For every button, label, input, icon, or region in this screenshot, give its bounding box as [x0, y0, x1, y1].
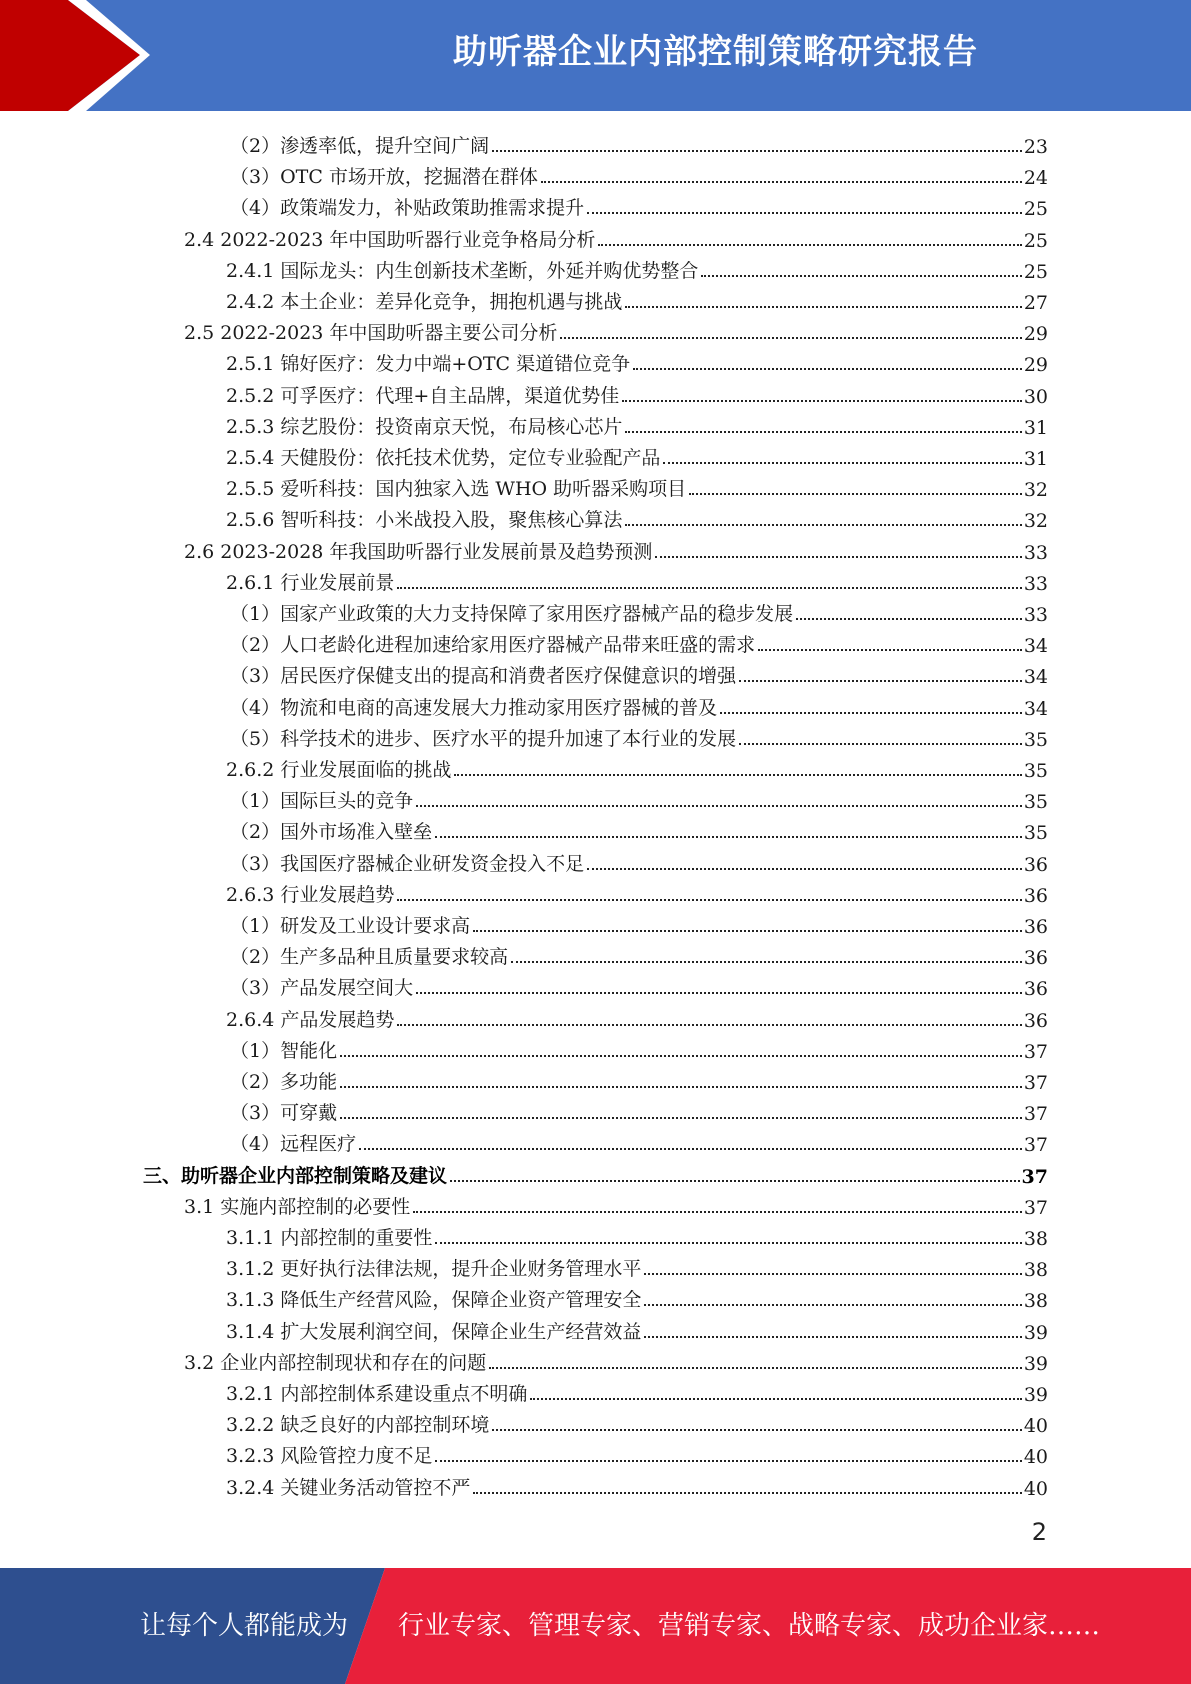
- footer-slogan-left: 让每个人都能成为: [140, 1611, 349, 1641]
- page-footer: [0, 1568, 1191, 1684]
- footer-slogan-right: 行业专家、管理专家、营销专家、战略专家、成功企业家……: [398, 1611, 1101, 1641]
- toc-entry-page: 39: [1023, 1321, 1048, 1344]
- toc-dot-leader: [739, 742, 1022, 745]
- toc-entry-title: 2.5.2 可孚医疗：代理+自主品牌，渠道优势佳: [226, 384, 620, 407]
- toc-dot-leader: [530, 1397, 1021, 1400]
- toc-entry-page: 35: [1023, 791, 1048, 814]
- toc-entry-page: 33: [1023, 541, 1048, 564]
- toc-entry[interactable]: [230, 845, 1048, 876]
- toc-entry-page: 40: [1023, 1446, 1048, 1469]
- toc-entry[interactable]: [184, 533, 1048, 564]
- toc-entry[interactable]: [143, 1157, 1048, 1188]
- toc-entry-page: 32: [1023, 510, 1048, 533]
- toc-dot-leader: [625, 430, 1021, 433]
- toc-entry-title: （2）多功能: [230, 1071, 338, 1093]
- toc-entry-title: （1）研发及工业设计要求高: [230, 915, 471, 937]
- toc-entry-page: 34: [1023, 697, 1048, 720]
- toc-entry-page: 24: [1023, 167, 1048, 190]
- toc-dot-leader: [655, 555, 1021, 558]
- toc-entry-page: 33: [1023, 604, 1048, 626]
- toc-entry-title: （1）国际巨头的竞争: [230, 790, 414, 813]
- toc-entry-title: 3.2.2 缺乏良好的内部控制环境: [226, 1414, 490, 1437]
- toc-entry-title: 2.5.3 综艺股份：投资南京天悦，布局核心芯片: [226, 415, 623, 438]
- toc-entry[interactable]: [226, 408, 1048, 439]
- toc-entry-page: 37: [1023, 1040, 1048, 1063]
- toc-entry-title: 3.1.4 扩大发展利润空间，保障企业生产经营效益: [226, 1320, 642, 1343]
- toc-entry[interactable]: [230, 595, 1048, 626]
- toc-entry-page: 38: [1023, 1259, 1048, 1282]
- toc-entry-page: 39: [1023, 1384, 1048, 1406]
- toc-dot-leader: [435, 1241, 1021, 1244]
- toc-dot-leader: [511, 960, 1022, 963]
- toc-entry[interactable]: [226, 1375, 1048, 1406]
- toc-dot-leader: [622, 399, 1022, 402]
- toc-entry-title: 3.2.3 风险管控力度不足: [226, 1445, 433, 1468]
- toc-entry-page: 35: [1023, 760, 1048, 782]
- page-header: [0, 0, 1191, 111]
- toc-entry[interactable]: [226, 252, 1048, 283]
- toc-dot-leader: [416, 991, 1022, 994]
- toc-entry-page: 36: [1023, 853, 1048, 876]
- toc-entry[interactable]: [230, 1063, 1048, 1094]
- toc-entry-page: 37: [1023, 1196, 1048, 1219]
- toc-entry-title: 2.5.1 锦好医疗：发力中端+OTC 渠道错位竞争: [226, 353, 631, 376]
- toc-entry-page: 25: [1023, 198, 1048, 221]
- toc-entry-title: （2）国外市场准入壁垒: [230, 821, 433, 844]
- toc-entry[interactable]: [226, 1001, 1048, 1032]
- toc-dot-leader: [359, 1147, 1022, 1150]
- toc-entry-page: 32: [1023, 479, 1048, 502]
- toc-entry-title: 2.4.1 国际龙头：内生创新技术垄断，外延并购优势整合: [226, 259, 699, 282]
- toc-dot-leader: [492, 1428, 1021, 1431]
- toc-dot-leader: [587, 867, 1022, 870]
- document-title: 助听器企业内部控制策略研究报告: [453, 32, 978, 72]
- toc-dot-leader: [416, 804, 1022, 807]
- toc-entry-title: 3.2 企业内部控制现状和存在的问题: [184, 1351, 487, 1374]
- toc-entry[interactable]: [226, 1219, 1048, 1250]
- toc-entry-page: 36: [1023, 884, 1048, 907]
- toc-dot-leader: [489, 1366, 1022, 1369]
- toc-entry-page: 36: [1023, 947, 1048, 970]
- toc-entry[interactable]: [230, 938, 1048, 969]
- toc-entry[interactable]: [226, 439, 1048, 470]
- toc-dot-leader: [689, 492, 1022, 495]
- toc-entry-title: （3）可穿戴: [230, 1102, 338, 1125]
- toc-dot-leader: [541, 180, 1022, 183]
- toc-entry-title: 2.4 2022-2023 年中国助听器行业竞争格局分析: [184, 228, 596, 251]
- toc-entry-page: 25: [1023, 260, 1048, 283]
- toc-entry-title: 2.5.5 爱听科技：国内独家入选 WHO 助听器采购项目: [226, 478, 687, 501]
- toc-entry[interactable]: [230, 720, 1048, 751]
- toc-entry-title: （1）智能化: [230, 1039, 338, 1062]
- toc-entry-page: 40: [1023, 1415, 1048, 1438]
- toc-entry-title: （3）OTC 市场开放，挖掘潜在群体: [230, 166, 538, 189]
- toc-entry[interactable]: [184, 221, 1048, 252]
- toc-entry[interactable]: [230, 657, 1048, 688]
- toc-dot-leader: [720, 711, 1022, 714]
- toc-entry-title: 2.6.4 产品发展趋势: [226, 1008, 395, 1031]
- toc-entry-title: （2）渗透率低，提升空间广阔: [230, 135, 490, 157]
- toc-entry-title: 2.5.6 智听科技：小米战投入股，聚焦核心算法: [226, 509, 623, 532]
- toc-dot-leader: [560, 336, 1021, 339]
- toc-entry[interactable]: [226, 1469, 1048, 1500]
- toc-entry-title: 2.6.3 行业发展趋势: [226, 883, 395, 906]
- toc-entry-title: （3）居民医疗保健支出的提高和消费者医疗保健意识的增强: [230, 665, 737, 688]
- toc-entry-page: 36: [1023, 978, 1048, 1001]
- toc-dot-leader: [340, 1116, 1022, 1119]
- toc-entry-title: 3.1.1 内部控制的重要性: [226, 1227, 433, 1249]
- toc-entry-page: 36: [1023, 1009, 1048, 1032]
- toc-entry-title: 2.5.4 天健股份：依托技术优势，定位专业验配产品: [226, 447, 661, 469]
- toc-entry-page: 23: [1023, 136, 1048, 158]
- toc-entry-title: 3.1.3 降低生产经营风险，保障企业资产管理安全: [226, 1289, 642, 1312]
- toc-dot-leader: [397, 586, 1021, 589]
- toc-dot-leader: [340, 1054, 1022, 1057]
- toc-entry-title: （4）物流和电商的高速发展大力推动家用医疗器械的普及: [230, 696, 718, 719]
- toc-dot-leader: [587, 211, 1022, 214]
- toc-entry-title: 3.2.1 内部控制体系建设重点不明确: [226, 1383, 528, 1405]
- toc-dot-leader: [397, 1023, 1021, 1026]
- toc-entry-title: 2.5 2022-2023 年中国助听器主要公司分析: [184, 322, 558, 345]
- toc-entry[interactable]: [226, 345, 1048, 376]
- toc-entry[interactable]: [226, 283, 1048, 314]
- toc-dot-leader: [739, 679, 1022, 682]
- toc-entry-page: 37: [1023, 1072, 1048, 1094]
- toc-entry[interactable]: [226, 876, 1048, 907]
- toc-entry-title: 3.2.4 关键业务活动管控不严: [226, 1476, 471, 1499]
- toc-entry[interactable]: [230, 158, 1048, 189]
- toc-entry[interactable]: [230, 689, 1048, 720]
- toc-dot-leader: [598, 243, 1021, 246]
- toc-dot-leader: [473, 1491, 1021, 1494]
- toc-entry-page: 29: [1023, 323, 1048, 346]
- toc-entry-title: 2.6.2 行业发展面临的挑战: [226, 759, 452, 781]
- toc-entry-page: 36: [1023, 916, 1048, 938]
- page-number: 2: [1031, 1518, 1047, 1546]
- toc-dot-leader: [413, 1210, 1022, 1213]
- toc-dot-leader: [633, 367, 1022, 370]
- toc-entry[interactable]: [230, 782, 1048, 813]
- toc-entry-page: 34: [1023, 666, 1048, 689]
- toc-entry[interactable]: [226, 501, 1048, 532]
- toc-entry[interactable]: [226, 1437, 1048, 1468]
- toc-entry[interactable]: [226, 1313, 1048, 1344]
- toc-dot-leader: [625, 523, 1021, 526]
- toc-entry[interactable]: [226, 564, 1048, 595]
- toc-dot-leader: [454, 773, 1021, 776]
- toc-entry[interactable]: [184, 1344, 1048, 1375]
- toc-entry-title: 三、助听器企业内部控制策略及建议: [143, 1164, 448, 1187]
- toc-entry-page: 30: [1023, 385, 1048, 408]
- toc-dot-leader: [450, 1179, 1020, 1182]
- toc-entry-title: （4）政策端发力，补贴政策助推需求提升: [230, 197, 585, 220]
- toc-entry[interactable]: [230, 626, 1048, 657]
- toc-entry[interactable]: [230, 1125, 1048, 1156]
- toc-entry-page: 31: [1023, 448, 1048, 470]
- toc-entry-page: 35: [1023, 728, 1048, 751]
- toc-entry[interactable]: [226, 1281, 1048, 1312]
- toc-dot-leader: [435, 835, 1022, 838]
- toc-entry[interactable]: [226, 751, 1048, 782]
- toc-dot-leader: [473, 929, 1022, 932]
- toc-dot-leader: [644, 1272, 1021, 1275]
- toc-entry-title: （5）科学技术的进步、医疗水平的提升加速了本行业的发展: [230, 727, 737, 750]
- toc-entry-page: 35: [1023, 822, 1048, 845]
- toc-dot-leader: [435, 1459, 1021, 1462]
- toc-entry-page: 29: [1023, 354, 1048, 377]
- toc-entry-title: 2.4.2 本土企业：差异化竞争，拥抱机遇与挑战: [226, 291, 623, 313]
- toc-dot-leader: [644, 1335, 1021, 1338]
- toc-entry[interactable]: [226, 470, 1048, 501]
- toc-dot-leader: [492, 149, 1022, 152]
- toc-entry-page: 27: [1023, 292, 1048, 314]
- toc-entry[interactable]: [230, 969, 1048, 1000]
- toc-dot-leader: [644, 1303, 1021, 1306]
- toc-entry[interactable]: [230, 907, 1048, 938]
- toc-entry-title: （4）远程医疗: [230, 1133, 357, 1156]
- toc-dot-leader: [625, 305, 1021, 308]
- toc-entry[interactable]: [226, 377, 1048, 408]
- toc-entry-title: （3）产品发展空间大: [230, 977, 414, 1000]
- toc-entry-page: 37: [1021, 1165, 1048, 1188]
- toc-entry-page: 34: [1023, 635, 1048, 658]
- toc-entry[interactable]: [226, 1406, 1048, 1437]
- toc-entry-page: 37: [1023, 1103, 1048, 1126]
- toc-dot-leader: [796, 617, 1022, 620]
- toc-entry-page: 38: [1023, 1228, 1048, 1250]
- toc-entry-title: 3.1 实施内部控制的必要性: [184, 1195, 411, 1218]
- toc-entry-title: （3）我国医疗器械企业研发资金投入不足: [230, 852, 585, 875]
- toc-entry-page: 31: [1023, 416, 1048, 439]
- toc-entry-title: 2.6 2023-2028 年我国助听器行业发展前景及趋势预测: [184, 540, 653, 563]
- toc-entry-page: 40: [1023, 1477, 1048, 1500]
- toc-entry[interactable]: [184, 1188, 1048, 1219]
- toc-dot-leader: [701, 274, 1021, 277]
- toc-entry[interactable]: [230, 189, 1048, 220]
- toc-entry-page: 33: [1023, 572, 1048, 595]
- toc-entry-title: （2）生产多品种且质量要求较高: [230, 946, 509, 969]
- toc-entry[interactable]: [230, 1094, 1048, 1125]
- toc-entry[interactable]: [226, 1250, 1048, 1281]
- toc-entry[interactable]: [230, 813, 1048, 844]
- toc-entry-page: 25: [1023, 229, 1048, 252]
- toc-entry[interactable]: [230, 1032, 1048, 1063]
- toc-entry-page: 39: [1023, 1352, 1048, 1375]
- toc-entry[interactable]: [184, 314, 1048, 345]
- toc-entry[interactable]: [230, 127, 1048, 158]
- toc-entry-title: 3.1.2 更好执行法律法规，提升企业财务管理水平: [226, 1258, 642, 1281]
- toc-dot-leader: [340, 1085, 1022, 1088]
- toc-entry-page: 38: [1023, 1290, 1048, 1313]
- toc-dot-leader: [397, 898, 1021, 901]
- toc-dot-leader: [663, 461, 1021, 464]
- toc-entry-title: （1）国家产业政策的大力支持保障了家用医疗器械产品的稳步发展: [230, 603, 794, 625]
- toc-entry-title: （2）人口老龄化进程加速给家用医疗器械产品带来旺盛的需求: [230, 634, 756, 657]
- toc-dot-leader: [758, 648, 1022, 651]
- toc-entry-page: 37: [1023, 1134, 1048, 1157]
- toc-entry-title: 2.6.1 行业发展前景: [226, 571, 395, 594]
